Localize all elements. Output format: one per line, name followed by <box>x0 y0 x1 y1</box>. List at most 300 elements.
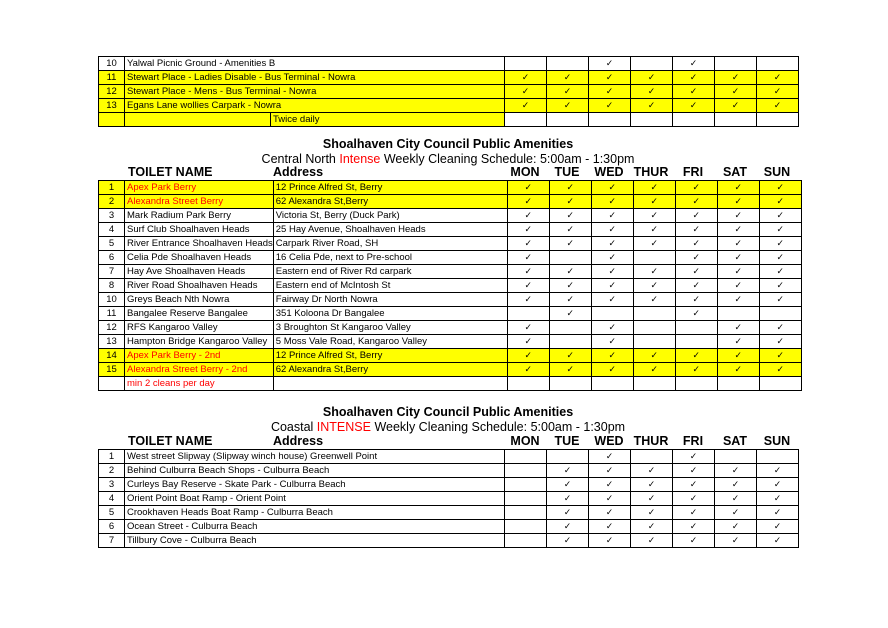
check-mark-cell: ✓ <box>633 181 675 195</box>
toilet-name: Crookhaven Heads Boat Ramp - Culburra Beach <box>125 506 505 520</box>
check-mark-cell: ✓ <box>759 335 801 349</box>
check-mark-cell: ✓ <box>591 223 633 237</box>
check-mark-cell: ✓ <box>631 534 673 548</box>
check-mark-cell: ✓ <box>759 349 801 363</box>
toilet-name: Mark Radium Park Berry <box>125 209 274 223</box>
check-mark-cell: ✓ <box>589 450 631 464</box>
toilet-name: Celia Pde Shoalhaven Heads <box>125 251 274 265</box>
check-mark-cell: ✓ <box>717 335 759 349</box>
check-mark-cell: ✓ <box>507 223 549 237</box>
day-header-sun: SUN <box>763 434 791 448</box>
row-number: 4 <box>99 492 125 506</box>
empty-day-cell <box>757 113 799 127</box>
check-mark-cell: ✓ <box>547 478 589 492</box>
check-mark-cell: ✓ <box>591 335 633 349</box>
row-number: 8 <box>99 279 125 293</box>
coastal-subtitle: Coastal INTENSE Weekly Cleaning Schedule: 5:00am - 1:30pm <box>270 420 626 434</box>
check-mark-cell: ✓ <box>757 85 799 99</box>
central-subtitle: Central North Intense Weekly Cleaning Schedule: 5:00am - 1:30pm <box>261 152 635 166</box>
toilet-name: Behind Culburra Beach Shops - Culburra Beach <box>125 464 505 478</box>
check-mark-cell: ✓ <box>717 181 759 195</box>
address: 62 Alexandra St,Berry <box>273 363 507 377</box>
check-mark-cell: ✓ <box>673 520 715 534</box>
day-header-fri: FRI <box>682 165 704 179</box>
check-mark-cell: ✓ <box>759 237 801 251</box>
check-mark-cell: ✓ <box>549 279 591 293</box>
check-mark-cell: ✓ <box>715 506 757 520</box>
coastal-title: Shoalhaven City Council Public Amenities <box>322 405 574 419</box>
empty-day-cell <box>549 335 591 349</box>
address: Victoria St, Berry (Duck Park) <box>273 209 507 223</box>
check-mark-cell: ✓ <box>549 265 591 279</box>
check-mark-cell: ✓ <box>717 279 759 293</box>
address: Eastern end of McIntosh St <box>273 279 507 293</box>
check-mark-cell: ✓ <box>633 209 675 223</box>
check-mark-cell: ✓ <box>715 534 757 548</box>
check-mark-cell: ✓ <box>757 492 799 506</box>
check-mark-cell: ✓ <box>507 335 549 349</box>
toilet-name: Orient Point Boat Ramp - Orient Point <box>125 492 505 506</box>
table-row <box>99 450 799 464</box>
check-mark-cell: ✓ <box>759 293 801 307</box>
check-mark-cell: ✓ <box>715 71 757 85</box>
check-mark-cell: ✓ <box>589 57 631 71</box>
toilet-name: Tillbury Cove - Culburra Beach <box>125 534 505 548</box>
toilet-name: Alexandra Street Berry - 2nd <box>125 363 274 377</box>
check-mark-cell: ✓ <box>591 279 633 293</box>
check-mark-cell: ✓ <box>507 195 549 209</box>
empty-day-cell <box>589 113 631 127</box>
table-row <box>99 534 799 548</box>
check-mark-cell: ✓ <box>717 349 759 363</box>
check-mark-cell: ✓ <box>633 237 675 251</box>
check-mark-cell: ✓ <box>633 265 675 279</box>
toilet-name: Egans Lane wollies Carpark - Nowra <box>125 99 505 113</box>
address: 12 Prince Alfred St, Berry <box>273 349 507 363</box>
central-col-address: Address <box>273 165 324 179</box>
toilet-name: Hampton Bridge Kangaroo Valley <box>125 335 274 349</box>
check-mark-cell: ✓ <box>715 99 757 113</box>
address: 3 Broughton St Kangaroo Valley <box>273 321 507 335</box>
check-mark-cell: ✓ <box>759 251 801 265</box>
check-mark-cell: ✓ <box>759 181 801 195</box>
check-mark-cell: ✓ <box>589 99 631 113</box>
empty-day-cell <box>759 377 801 391</box>
day-header-sun: SUN <box>763 165 791 179</box>
day-header-tue: TUE <box>554 434 580 448</box>
check-mark-cell: ✓ <box>717 251 759 265</box>
check-mark-cell: ✓ <box>717 209 759 223</box>
check-mark-cell: ✓ <box>757 534 799 548</box>
table-row <box>99 478 799 492</box>
check-mark-cell: ✓ <box>549 181 591 195</box>
check-mark-cell: ✓ <box>631 492 673 506</box>
day-header-thur: THUR <box>633 165 669 179</box>
check-mark-cell: ✓ <box>631 71 673 85</box>
check-mark-cell: ✓ <box>591 363 633 377</box>
check-mark-cell: ✓ <box>675 279 717 293</box>
check-mark-cell: ✓ <box>757 464 799 478</box>
check-mark-cell: ✓ <box>759 321 801 335</box>
check-mark-cell: ✓ <box>673 450 715 464</box>
empty-day-cell <box>633 321 675 335</box>
check-mark-cell: ✓ <box>675 307 717 321</box>
table-row <box>99 265 802 279</box>
empty-day-cell <box>549 321 591 335</box>
empty-day-cell <box>675 377 717 391</box>
day-header-sat: SAT <box>722 165 748 179</box>
empty-day-cell <box>633 335 675 349</box>
check-mark-cell: ✓ <box>715 478 757 492</box>
check-mark-cell: ✓ <box>759 265 801 279</box>
toilet-name: Stewart Place - Ladies Disable - Bus Terminal - Nowra <box>125 71 505 85</box>
table-row <box>99 464 799 478</box>
row-number: 11 <box>99 307 125 321</box>
empty-day-cell <box>633 251 675 265</box>
empty-day-cell <box>631 57 673 71</box>
check-mark-cell: ✓ <box>717 363 759 377</box>
check-mark-cell: ✓ <box>631 85 673 99</box>
row-number: 1 <box>99 450 125 464</box>
row-number: 3 <box>99 209 125 223</box>
check-mark-cell: ✓ <box>717 237 759 251</box>
toilet-name: River Entrance Shoalhaven Heads <box>125 237 274 251</box>
table-row <box>99 492 799 506</box>
table-row <box>99 85 799 99</box>
check-mark-cell: ✓ <box>631 464 673 478</box>
row-number: 12 <box>99 321 125 335</box>
row-number: 13 <box>99 99 125 113</box>
row-number: 7 <box>99 265 125 279</box>
toilet-name: Stewart Place - Mens - Bus Terminal - Nowra <box>125 85 505 99</box>
empty-day-cell <box>631 113 673 127</box>
check-mark-cell: ✓ <box>717 293 759 307</box>
check-mark-cell: ✓ <box>591 209 633 223</box>
empty-day-cell <box>759 307 801 321</box>
table-row <box>99 237 802 251</box>
empty-day-cell <box>505 450 547 464</box>
row-number: 1 <box>99 181 125 195</box>
check-mark-cell: ✓ <box>549 293 591 307</box>
toilet-name: Hay Ave Shoalhaven Heads <box>125 265 274 279</box>
check-mark-cell: ✓ <box>591 265 633 279</box>
check-mark-cell: ✓ <box>589 520 631 534</box>
empty-day-cell <box>547 57 589 71</box>
check-mark-cell: ✓ <box>675 195 717 209</box>
check-mark-cell: ✓ <box>673 492 715 506</box>
row-number: 12 <box>99 85 125 99</box>
check-mark-cell: ✓ <box>547 85 589 99</box>
check-mark-cell: ✓ <box>589 85 631 99</box>
address: 62 Alexandra St,Berry <box>273 195 507 209</box>
table-row <box>99 113 799 127</box>
check-mark-cell: ✓ <box>757 99 799 113</box>
check-mark-cell: ✓ <box>507 279 549 293</box>
empty-day-cell <box>715 450 757 464</box>
table-row <box>99 520 799 534</box>
check-mark-cell: ✓ <box>547 71 589 85</box>
check-mark-cell: ✓ <box>675 349 717 363</box>
check-mark-cell: ✓ <box>631 478 673 492</box>
table-row <box>99 57 799 71</box>
check-mark-cell: ✓ <box>673 99 715 113</box>
empty-day-cell <box>717 307 759 321</box>
table-row <box>99 279 802 293</box>
check-mark-cell: ✓ <box>505 99 547 113</box>
toilet-name: Greys Beach Nth Nowra <box>125 293 274 307</box>
check-mark-cell: ✓ <box>717 265 759 279</box>
table-row <box>99 307 802 321</box>
check-mark-cell: ✓ <box>507 321 549 335</box>
day-header-tue: TUE <box>554 165 580 179</box>
check-mark-cell: ✓ <box>507 209 549 223</box>
check-mark-cell: ✓ <box>507 251 549 265</box>
check-mark-cell: ✓ <box>505 85 547 99</box>
row-number: 5 <box>99 237 125 251</box>
empty-day-cell <box>547 113 589 127</box>
empty-day-cell <box>505 492 547 506</box>
check-mark-cell: ✓ <box>717 195 759 209</box>
address: 25 Hay Avenue, Shoalhaven Heads <box>273 223 507 237</box>
table-row <box>99 335 802 349</box>
table-row <box>99 321 802 335</box>
empty-day-cell <box>505 506 547 520</box>
empty-day-cell <box>549 377 591 391</box>
empty-day-cell <box>673 113 715 127</box>
check-mark-cell: ✓ <box>589 478 631 492</box>
table-row <box>99 377 802 391</box>
check-mark-cell: ✓ <box>673 534 715 548</box>
empty-day-cell <box>633 377 675 391</box>
check-mark-cell: ✓ <box>507 265 549 279</box>
empty-day-cell <box>547 450 589 464</box>
day-header-thur: THUR <box>633 434 669 448</box>
address: Fairway Dr North Nowra <box>273 293 507 307</box>
check-mark-cell: ✓ <box>507 237 549 251</box>
empty-day-cell <box>505 464 547 478</box>
check-mark-cell: ✓ <box>673 506 715 520</box>
check-mark-cell: ✓ <box>591 181 633 195</box>
check-mark-cell: ✓ <box>673 478 715 492</box>
check-mark-cell: ✓ <box>591 195 633 209</box>
toilet-name: Apex Park Berry - 2nd <box>125 349 274 363</box>
check-mark-cell: ✓ <box>673 85 715 99</box>
check-mark-cell: ✓ <box>633 279 675 293</box>
toilet-name: Alexandra Street Berry <box>125 195 274 209</box>
check-mark-cell: ✓ <box>633 293 675 307</box>
row-number: 2 <box>99 464 125 478</box>
check-mark-cell: ✓ <box>591 293 633 307</box>
empty-day-cell <box>505 57 547 71</box>
check-mark-cell: ✓ <box>589 464 631 478</box>
check-mark-cell: ✓ <box>549 209 591 223</box>
central-col-toilet-name: TOILET NAME <box>128 165 213 179</box>
check-mark-cell: ✓ <box>507 349 549 363</box>
check-mark-cell: ✓ <box>547 464 589 478</box>
check-mark-cell: ✓ <box>547 534 589 548</box>
check-mark-cell: ✓ <box>549 195 591 209</box>
check-mark-cell: ✓ <box>549 349 591 363</box>
check-mark-cell: ✓ <box>589 492 631 506</box>
toilet-name: Curleys Bay Reserve - Skate Park - Culburra Beach <box>125 478 505 492</box>
row-number: 14 <box>99 349 125 363</box>
check-mark-cell: ✓ <box>547 520 589 534</box>
table-row <box>99 506 799 520</box>
check-mark-cell: ✓ <box>549 237 591 251</box>
check-mark-cell: ✓ <box>633 195 675 209</box>
row-number: 10 <box>99 293 125 307</box>
day-header-fri: FRI <box>682 434 704 448</box>
check-mark-cell: ✓ <box>633 363 675 377</box>
check-mark-cell: ✓ <box>547 99 589 113</box>
address: 5 Moss Vale Road, Kangaroo Valley <box>273 335 507 349</box>
table-row <box>99 251 802 265</box>
check-mark-cell: ✓ <box>631 506 673 520</box>
check-mark-cell: ✓ <box>507 293 549 307</box>
check-mark-cell: ✓ <box>717 321 759 335</box>
check-mark-cell: ✓ <box>759 223 801 237</box>
min-cleans-note: min 2 cleans per day <box>125 377 274 391</box>
check-mark-cell: ✓ <box>591 251 633 265</box>
check-mark-cell: ✓ <box>675 209 717 223</box>
check-mark-cell: ✓ <box>591 349 633 363</box>
row-number: 11 <box>99 71 125 85</box>
empty-day-cell <box>505 520 547 534</box>
check-mark-cell: ✓ <box>549 363 591 377</box>
address: Carpark River Road, SH <box>273 237 507 251</box>
check-mark-cell: ✓ <box>547 506 589 520</box>
empty-day-cell <box>591 377 633 391</box>
check-mark-cell: ✓ <box>507 181 549 195</box>
address: 16 Celia Pde, next to Pre-school <box>273 251 507 265</box>
check-mark-cell: ✓ <box>505 71 547 85</box>
check-mark-cell: ✓ <box>631 520 673 534</box>
check-mark-cell: ✓ <box>673 71 715 85</box>
empty-day-cell <box>549 251 591 265</box>
row-number: 15 <box>99 363 125 377</box>
check-mark-cell: ✓ <box>757 71 799 85</box>
check-mark-cell: ✓ <box>507 363 549 377</box>
empty-day-cell <box>717 377 759 391</box>
check-mark-cell: ✓ <box>675 265 717 279</box>
check-mark-cell: ✓ <box>547 492 589 506</box>
check-mark-cell: ✓ <box>675 363 717 377</box>
check-mark-cell: ✓ <box>675 237 717 251</box>
table-row <box>99 195 802 209</box>
row-number: 10 <box>99 57 125 71</box>
coastal-col-toilet-name: TOILET NAME <box>128 434 213 448</box>
toilet-name: Yalwal Picnic Ground - Amenities B <box>125 57 505 71</box>
empty-cell <box>99 377 125 391</box>
check-mark-cell: ✓ <box>673 464 715 478</box>
empty-day-cell <box>507 307 549 321</box>
central-title: Shoalhaven City Council Public Amenities <box>322 137 574 151</box>
check-mark-cell: ✓ <box>759 363 801 377</box>
table-row <box>99 293 802 307</box>
day-header-mon: MON <box>510 434 540 448</box>
empty-day-cell <box>757 57 799 71</box>
empty-day-cell <box>757 450 799 464</box>
coastal-schedule-table <box>98 449 799 548</box>
table-row <box>99 349 802 363</box>
check-mark-cell: ✓ <box>549 223 591 237</box>
toilet-name: Ocean Street - Culburra Beach <box>125 520 505 534</box>
empty-day-cell <box>507 377 549 391</box>
empty-day-cell <box>715 57 757 71</box>
empty-cell <box>99 113 125 127</box>
check-mark-cell: ✓ <box>759 195 801 209</box>
empty-day-cell <box>631 450 673 464</box>
check-mark-cell: ✓ <box>675 223 717 237</box>
toilet-name: Bangalee Reserve Bangalee <box>125 307 274 321</box>
empty-day-cell <box>505 534 547 548</box>
check-mark-cell: ✓ <box>633 349 675 363</box>
check-mark-cell: ✓ <box>759 209 801 223</box>
check-mark-cell: ✓ <box>589 71 631 85</box>
row-number: 6 <box>99 520 125 534</box>
coastal-col-address: Address <box>273 434 324 448</box>
check-mark-cell: ✓ <box>759 279 801 293</box>
day-header-sat: SAT <box>722 434 748 448</box>
row-number: 3 <box>99 478 125 492</box>
day-header-wed: WED <box>594 165 624 179</box>
table-row <box>99 99 799 113</box>
empty-day-cell <box>675 321 717 335</box>
top-schedule-table <box>98 56 799 127</box>
row-number: 6 <box>99 251 125 265</box>
empty-day-cell <box>675 335 717 349</box>
check-mark-cell: ✓ <box>715 464 757 478</box>
address: 351 Koloona Dr Bangalee <box>273 307 507 321</box>
table-row <box>99 209 802 223</box>
empty-day-cell <box>505 113 547 127</box>
check-mark-cell: ✓ <box>589 534 631 548</box>
table-row <box>99 71 799 85</box>
empty-day-cell <box>505 478 547 492</box>
row-number: 2 <box>99 195 125 209</box>
check-mark-cell: ✓ <box>631 99 673 113</box>
empty-cell <box>273 377 507 391</box>
check-mark-cell: ✓ <box>675 251 717 265</box>
table-row <box>99 223 802 237</box>
check-mark-cell: ✓ <box>591 321 633 335</box>
twice-daily-note: Twice daily <box>271 113 505 127</box>
check-mark-cell: ✓ <box>589 506 631 520</box>
check-mark-cell: ✓ <box>717 223 759 237</box>
check-mark-cell: ✓ <box>757 520 799 534</box>
check-mark-cell: ✓ <box>715 492 757 506</box>
check-mark-cell: ✓ <box>757 478 799 492</box>
row-number: 5 <box>99 506 125 520</box>
address: 12 Prince Alfred St, Berry <box>273 181 507 195</box>
table-row <box>99 363 802 377</box>
row-number: 13 <box>99 335 125 349</box>
row-number: 4 <box>99 223 125 237</box>
check-mark-cell: ✓ <box>715 85 757 99</box>
check-mark-cell: ✓ <box>633 223 675 237</box>
empty-day-cell <box>633 307 675 321</box>
check-mark-cell: ✓ <box>675 293 717 307</box>
day-header-mon: MON <box>510 165 540 179</box>
check-mark-cell: ✓ <box>675 181 717 195</box>
toilet-name: West street Slipway (Slipway winch house) Greenwell Point <box>125 450 505 464</box>
check-mark-cell: ✓ <box>757 506 799 520</box>
central-schedule-table <box>98 180 802 391</box>
day-header-wed: WED <box>594 434 624 448</box>
empty-day-cell <box>715 113 757 127</box>
check-mark-cell: ✓ <box>673 57 715 71</box>
toilet-name: Apex Park Berry <box>125 181 274 195</box>
